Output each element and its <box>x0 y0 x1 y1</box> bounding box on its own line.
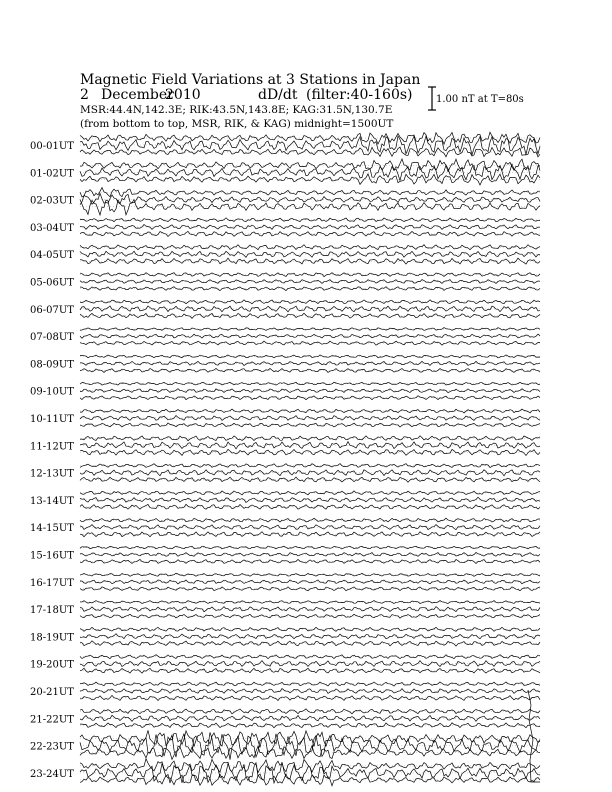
trace-rik <box>80 580 540 584</box>
hour-label: 18-19UT <box>30 632 74 644</box>
hour-row <box>30 546 540 563</box>
hour-row <box>30 709 540 728</box>
hour-row <box>30 273 540 291</box>
hour-label: 04-05UT <box>30 250 74 262</box>
trace-kag <box>80 759 540 773</box>
hour-row <box>30 491 540 509</box>
hour-label: 17-18UT <box>30 605 74 617</box>
trace-rik <box>80 193 540 204</box>
hour-row <box>30 245 540 264</box>
trace-rik <box>80 732 540 759</box>
hour-label: 16-17UT <box>30 577 74 589</box>
hour-row <box>30 355 540 373</box>
hour-row <box>30 328 540 346</box>
hour-row <box>30 159 540 185</box>
trace-msr <box>80 341 540 345</box>
hour-row <box>30 518 540 537</box>
trace-kag <box>80 273 540 277</box>
trace-msr <box>80 746 540 760</box>
station-coordinates: MSR:44.4N,142.3E; RIK:43.5N,143.8E; KAG:31.5N,130.7E <box>80 104 393 116</box>
chart-title: Magnetic Field Variations at 3 Stations in Japan <box>80 72 421 88</box>
trace-rik <box>80 715 540 721</box>
hour-row <box>30 573 540 590</box>
hour-row <box>30 409 540 427</box>
date-day: 2 <box>80 87 89 103</box>
trace-kag <box>80 188 540 197</box>
hour-row <box>30 627 540 646</box>
hour-label: 19-20UT <box>30 659 74 671</box>
hour-row <box>30 464 540 483</box>
hour-row <box>30 218 540 237</box>
scale-label: 1.00 nT at T=80s <box>436 94 524 105</box>
hour-label: 23-24UT <box>30 768 74 780</box>
hour-label: 07-08UT <box>30 332 74 344</box>
trace-rik <box>80 280 540 284</box>
hour-label: 09-10UT <box>30 386 74 398</box>
filter-label: (filter:40-160s) <box>306 87 413 103</box>
trace-kag <box>80 328 540 331</box>
trace-rik <box>80 225 540 230</box>
hour-label: 15-16UT <box>30 550 74 562</box>
trace-rik <box>80 361 540 365</box>
hour-row <box>30 300 540 319</box>
hour-label: 02-03UT <box>30 195 74 207</box>
hour-label: 12-13UT <box>30 468 74 480</box>
hour-row <box>30 436 540 456</box>
hour-label: 11-12UT <box>30 441 74 453</box>
hour-row <box>30 382 540 399</box>
trace-kag <box>80 409 540 413</box>
hour-label: 10-11UT <box>30 414 74 425</box>
hour-label: 21-22UT <box>30 714 74 726</box>
hour-row <box>30 132 540 157</box>
hour-label: 22-23UT <box>30 741 74 753</box>
date-month: December <box>101 87 174 103</box>
hour-row <box>30 759 540 786</box>
hour-row <box>30 601 540 619</box>
scale-bar <box>428 87 436 110</box>
hour-label: 00-01UT <box>30 141 74 152</box>
component-label: dD/dt <box>258 87 298 103</box>
hour-label: 06-07UT <box>30 304 74 316</box>
hour-row <box>30 188 540 215</box>
hour-label: 01-02UT <box>30 168 74 180</box>
hour-label: 20-21UT <box>30 687 74 698</box>
hour-label: 08-09UT <box>30 359 74 371</box>
trace-rik <box>80 389 540 393</box>
trace-msr <box>80 695 540 700</box>
trace-rik <box>80 553 540 557</box>
trace-kag <box>80 300 540 304</box>
hour-row <box>30 730 540 759</box>
hour-label: 05-06UT <box>30 277 74 289</box>
hour-row <box>30 682 540 701</box>
hour-label: 13-14UT <box>30 495 74 507</box>
trace-msr <box>80 560 540 564</box>
hour-row <box>30 655 540 673</box>
trace-msr <box>80 641 540 646</box>
stack-order-note: (from bottom to top, MSR, RIK, & KAG) midnight=1500UT <box>80 118 394 130</box>
hour-label: 14-15UT <box>30 523 74 535</box>
trace-msr <box>80 200 540 216</box>
date-year: 2010 <box>165 87 201 103</box>
hour-label: 03-04UT <box>30 222 74 234</box>
